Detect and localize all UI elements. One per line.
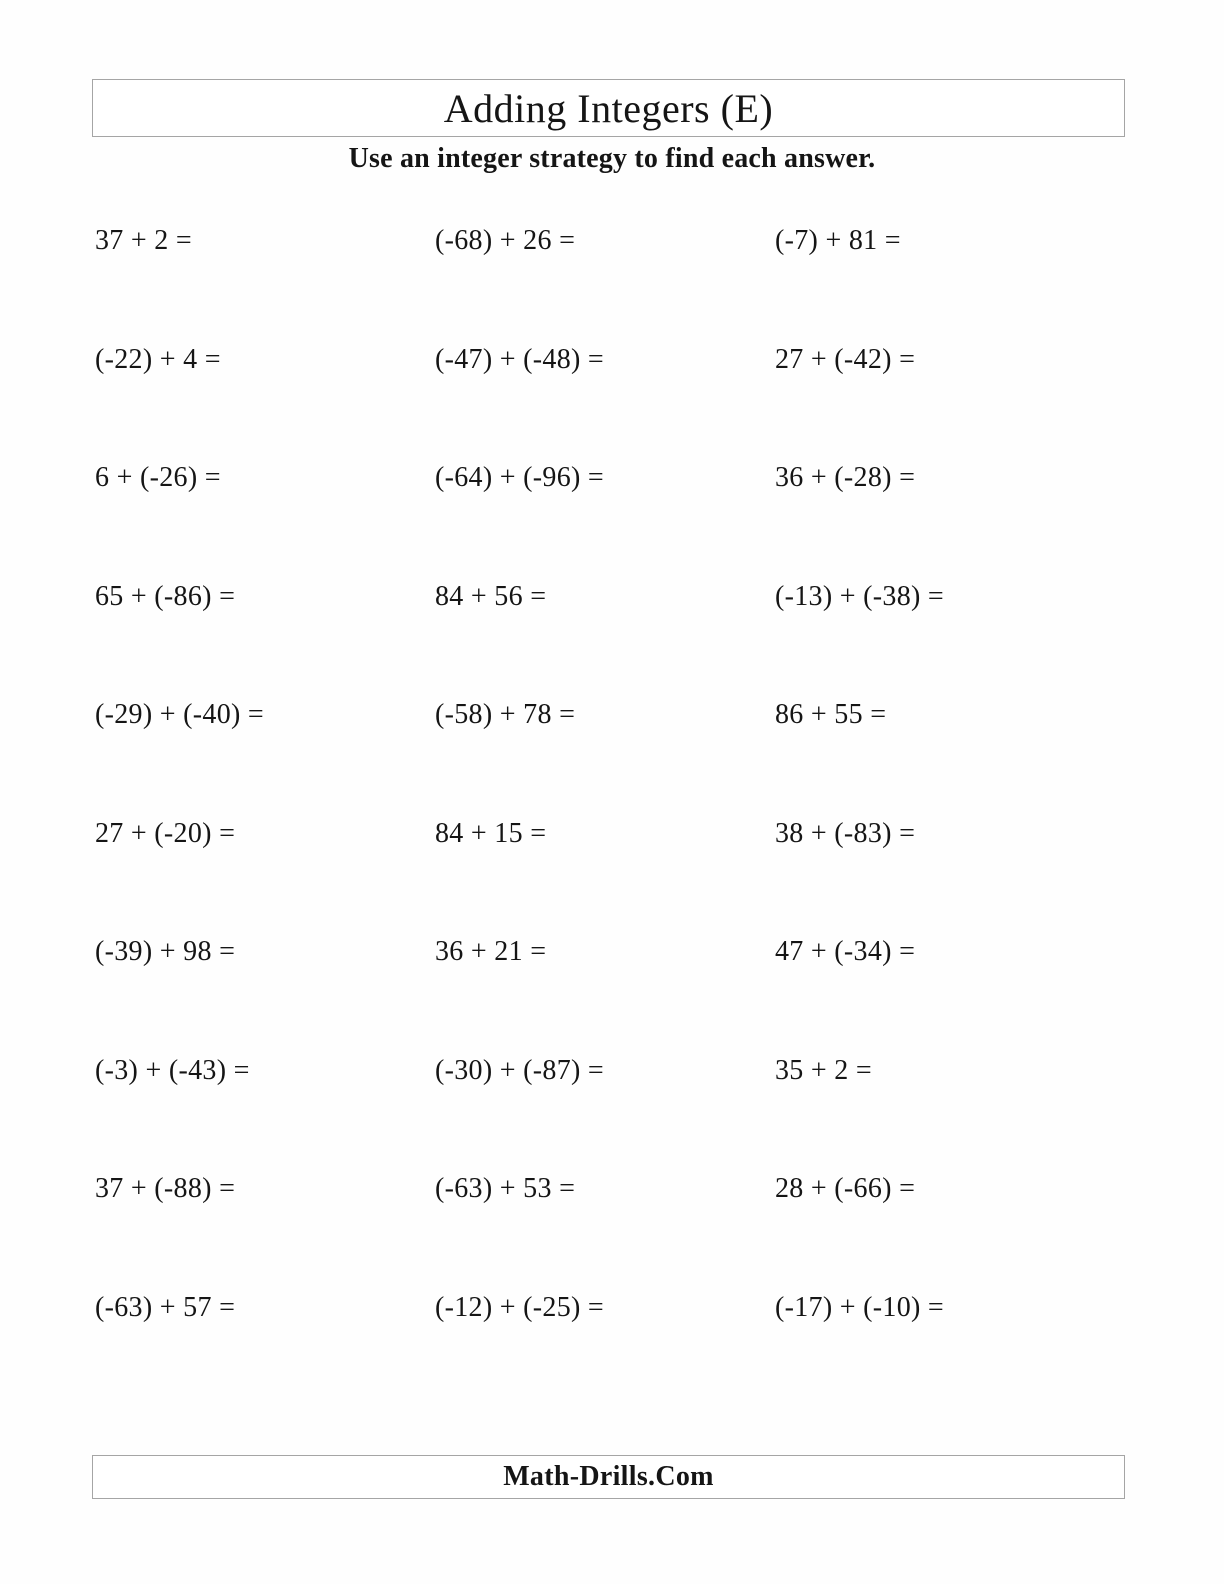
problem: (-22) + 4 = — [95, 343, 221, 375]
problem: (-64) + (-96) = — [435, 462, 605, 494]
problem: 47 + (-34) = — [775, 936, 916, 968]
instructions-text: Use an integer strategy to find each answer. — [348, 143, 876, 174]
problem: (-68) + 26 = — [435, 225, 576, 257]
problem: (-58) + 78 = — [435, 699, 576, 731]
problem: 84 + 56 = — [435, 580, 547, 612]
problem: (-30) + (-87) = — [435, 1054, 605, 1086]
footer-box — [92, 1455, 1125, 1499]
problem: (-12) + (-25) = — [435, 1291, 605, 1323]
problem: (-47) + (-48) = — [435, 343, 605, 375]
title-box — [92, 79, 1125, 137]
problem: 37 + (-88) = — [95, 1173, 236, 1205]
problem: (-39) + 98 = — [95, 936, 236, 968]
problem: 84 + 15 = — [435, 817, 547, 849]
problem: 36 + (-28) = — [775, 462, 916, 494]
problem: (-63) + 57 = — [95, 1291, 236, 1323]
problem: (-63) + 53 = — [435, 1173, 576, 1205]
problem: (-13) + (-38) = — [775, 580, 945, 612]
problem: (-7) + 81 = — [775, 225, 901, 257]
problem: 38 + (-83) = — [775, 817, 916, 849]
problem: 27 + (-42) = — [775, 343, 916, 375]
problem: 65 + (-86) = — [95, 580, 236, 612]
problem: 37 + 2 = — [95, 225, 192, 257]
problem: (-29) + (-40) = — [95, 699, 265, 731]
problem: 35 + 2 = — [775, 1054, 872, 1086]
problem: 36 + 21 = — [435, 936, 547, 968]
problem: (-17) + (-10) = — [775, 1291, 945, 1323]
problem: 28 + (-66) = — [775, 1173, 916, 1205]
problems-grid — [95, 182, 1130, 1367]
problem: 6 + (-26) = — [95, 462, 221, 494]
problem: 27 + (-20) = — [95, 817, 236, 849]
problem: (-3) + (-43) = — [95, 1054, 250, 1086]
footer-brand: Math-Drills.Com — [503, 1461, 714, 1492]
problem: 86 + 55 = — [775, 699, 887, 731]
worksheet-title: Adding Integers (E) — [443, 85, 774, 131]
